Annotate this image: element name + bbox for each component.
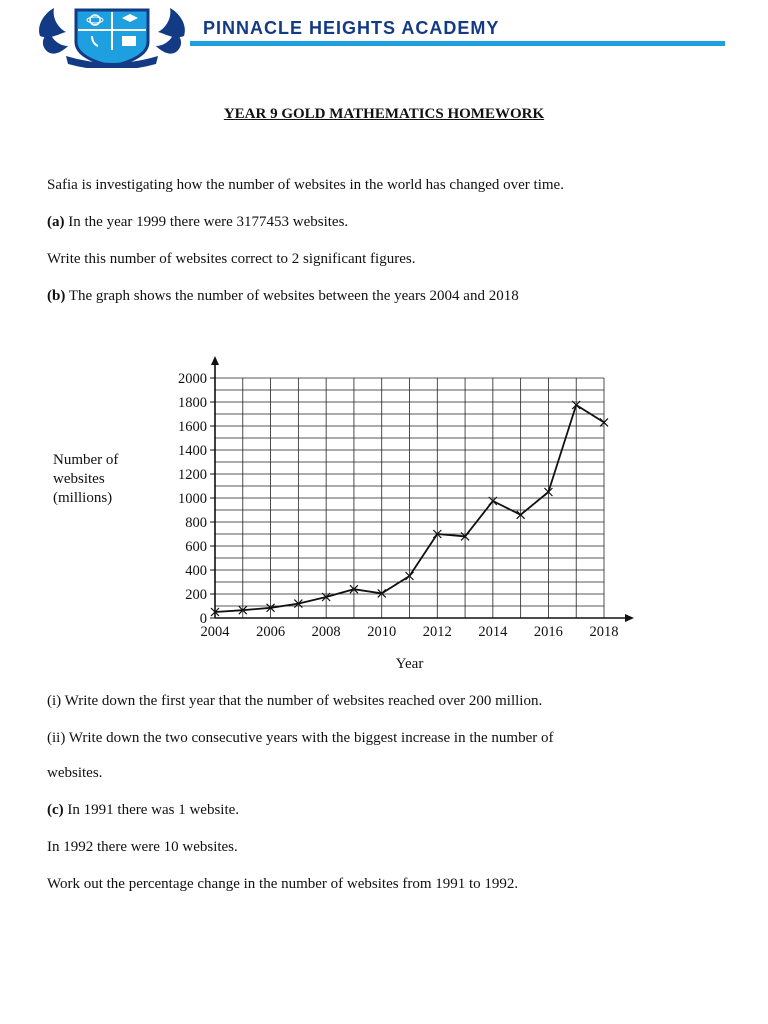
question-b-ii: (ii) Write down the two consecutive years with the biggest increase in the number of [47,730,554,746]
part-a-label: (a) [47,214,65,230]
part-a-question [47,214,348,231]
intro-text: Safia is investigating how the number of websites in the world has changed over time. [47,177,564,193]
x-tick-label: 2016 [533,624,563,640]
y-tick-label: 1000 [178,491,207,507]
part-c-text: In 1991 there was 1 website. [63,802,240,818]
x-tick-label: 2012 [422,624,452,640]
x-axis-title: Year [395,656,424,672]
question-b-i: (i) Write down the first year that the number of websites reached over 200 million. [47,693,543,709]
part-c-question [47,802,239,819]
websites-line-chart [0,350,768,680]
y-tick-label: 1600 [178,419,207,435]
part-b-text: The graph shows the number of websites between the years 2004 and 2018 [65,288,519,304]
y-tick-label: 200 [185,587,207,603]
part-a-instruction: Write this number of websites correct to 2 significant figures. [47,251,416,267]
x-tick-label: 2014 [478,624,508,640]
y-tick-label: 1800 [178,395,207,411]
y-tick-label: 0 [199,611,207,627]
x-axis-arrow [625,614,634,622]
y-axis-title-line: websites [53,471,105,487]
part-b-question [47,288,519,305]
school-name: PINNACLE HEIGHTS ACADEMY [203,18,500,38]
x-tick-label: 2006 [256,624,286,640]
x-tick-label: 2018 [589,624,619,640]
page-title: YEAR 9 GOLD MATHEMATICS HOMEWORK [223,106,545,122]
part-a-text: In the year 1999 there were 3177453 websites. [64,214,349,230]
header-rule [190,41,725,46]
part-c-line3: Work out the percentage change in the number of websites from 1991 to 1992. [47,876,519,892]
question-b-ii-cont: websites. [47,765,103,781]
y-axis-title-line: (millions) [53,490,113,506]
x-tick-label: 2010 [367,624,397,640]
y-tick-label: 400 [185,563,207,579]
y-tick-label: 2000 [178,371,207,387]
y-axis-arrow [211,356,219,365]
y-tick-label: 1200 [178,467,207,483]
y-tick-label: 800 [185,515,207,531]
x-tick-label: 2004 [200,624,230,640]
part-b-label: (b) [47,288,66,304]
academy-logo [36,6,188,68]
y-tick-label: 1400 [178,443,207,459]
part-c-label: (c) [47,802,64,818]
y-axis-title-line: Number of [53,452,119,468]
x-tick-label: 2008 [311,624,341,640]
part-c-line2: In 1992 there were 10 websites. [47,839,238,855]
y-tick-label: 600 [185,539,207,555]
